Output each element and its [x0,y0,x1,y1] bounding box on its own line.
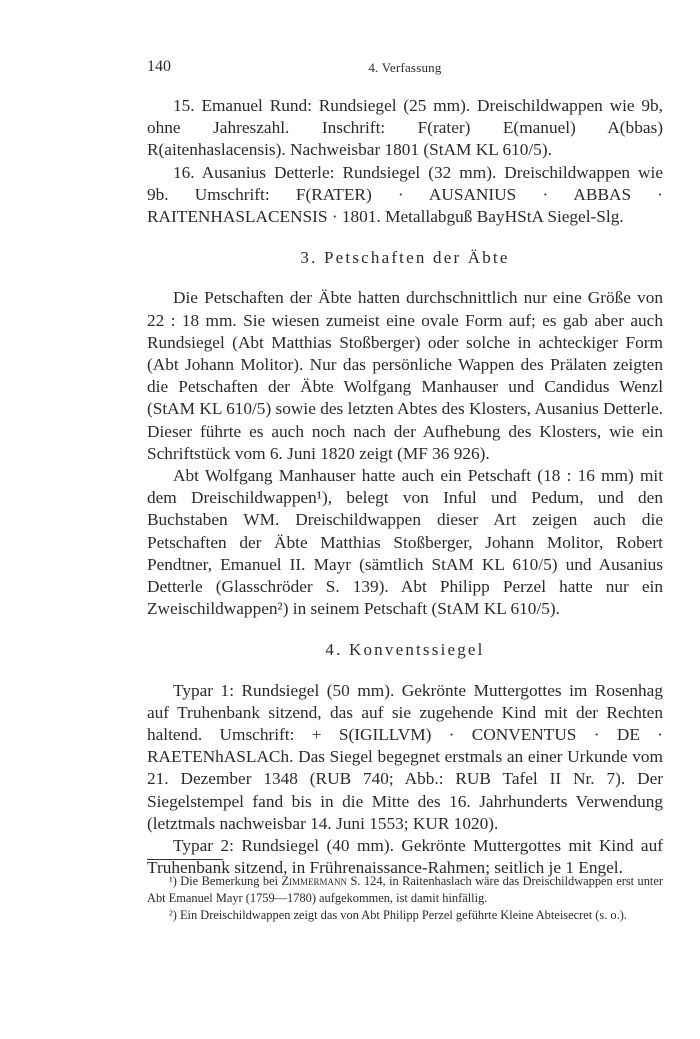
paragraph-seal-15: 15. Emanuel Rund: Rundsiegel (25 mm). Dreischildwappen wie 9b, ohne Jahreszahl. Inschrift: F(rater) E(manuel) A(bbas) R(aitenhaslacensis). Nachweisbar 1801 (StAM KL 610/5). [147,96,663,160]
section-heading-petschaften: 3. Petschaften der Äbte [300,248,510,268]
paragraph-petschaften-2: Abt Wolfgang Manhauser hatte auch ein Petschaft (18 : 16 mm) mit dem Dreischildwappen¹), belegt von Inful und Pedum, und den Buchstaben WM. Dreischildwappen dieser Art zeigen auch die Petschaften der Äbte Matthias Stoßberger, Johann Molitor, Robert Pendtner, Emanuel II. Mayr (sämtlich StAM KL 610/5) und Ausanius Detterle (Glasschröder S. 139). Abt Philipp Perzel hatte nur ein Zweischildwappen²) in seinem Petschaft (StAM KL 610/5). [147,466,663,619]
paragraph-seal-16: 16. Ausanius Detterle: Rundsiegel (32 mm). Dreischildwappen wie 9b. Umschrift: F(RATER) · AUSANIUS · ABBAS · RAITENHASLACENSIS · 1801. Metallabguß BayHStA Siegel-Slg. [147,162,663,227]
section-heading-konventssiegel: 4. Konventssiegel [325,640,485,660]
footnote-1-rest: S. 124, in Raitenhaslach wäre das Dreischildwappen erst unter Abt Emanuel Mayr (1759—1780) aufgekommen, ist damit hinfällig. [147,874,663,905]
footnote-2: ²) Ein Dreischildwappen zeigt das von Abt Philipp Perzel geführte Kleine Abteisecret (s. o.). [169,908,627,922]
page-number: 140 [147,58,171,75]
footnote-divider [147,859,223,860]
running-head: 4. Verfassung [368,60,442,75]
paragraph-petschaften-1: Die Petschaften der Äbte hatten durchschnittlich nur eine Größe von 22 : 18 mm. Sie wiesen zumeist eine ovale Form auf; es gab aber auch Rundsiegel (Abt Matthias Stoßberger) oder solche in achteckiger Form (Abt Johann Molitor). Nur das persönliche Wappen des Prälaten zeigten die Petschaften der Äbte Wolfgang Manhauser und Candidus Wenzl (StAM KL 610/5) sowie des letzten Abtes des Klosters, Ausanius Detterle. Dieser führte es auch noch nach der Aufhebung des Klosters, wie ein Schriftstück vom 6. Juni 1820 zeigt (MF 36 926). [147,288,663,463]
footnote-1-author: Zimmermann [281,874,348,888]
paragraph-typar-1: Typar 1: Rundsiegel (50 mm). Gekrönte Muttergottes im Rosenhag auf Truhenbank sitzend, das auf sie zugehende Kind mit der Rechten haltend. Umschrift: + S(IGILLVM) · CONVENTUS · DE · RAETENhASLACh. Das Siegel begegnet erstmals an einer Urkunde vom 21. Dezember 1348 (RUB 740; Abb.: RUB Tafel II Nr. 7). Der Siegelstempel fand bis in die Mitte des 16. Jahrhunderts Verwendung (letztmals nachweisbar 14. Juni 1553; KUR 1020). [147,680,663,833]
footnote-1 [147,873,663,907]
page-header [147,58,663,82]
body-text [147,95,663,880]
footnote-1-lead: ¹) Die Bemerkung bei [169,874,282,888]
paragraph-typar-2: Typar 2: Rundsiegel (40 mm). Gekrönte Muttergottes mit Kind auf Truhenbank sitzend, in Frührenaissance-Rahmen; seitlich je 1 Engel. [147,836,663,878]
footnotes [147,873,663,924]
